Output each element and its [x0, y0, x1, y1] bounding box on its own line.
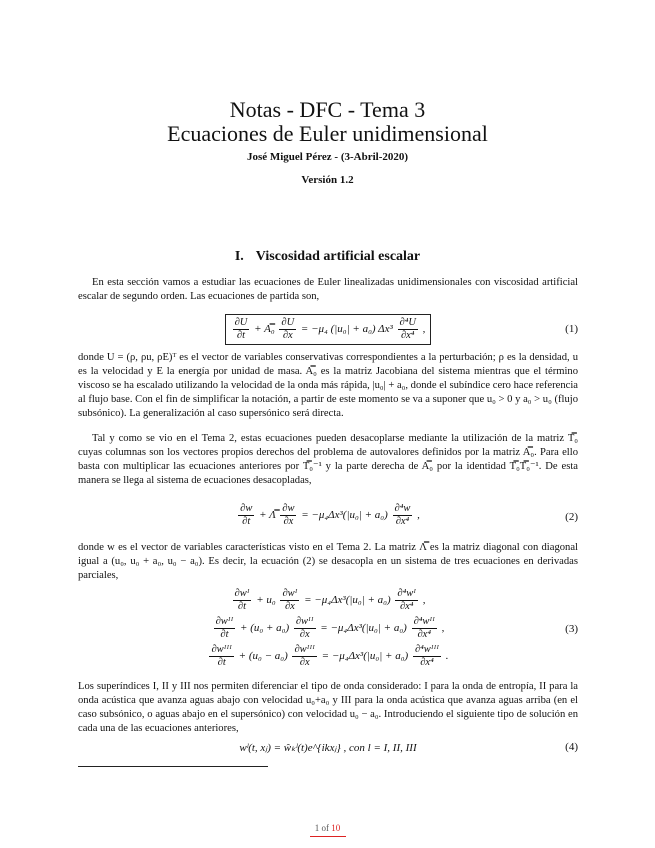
author: José Miguel Pérez - (3-Abril-2020) [246, 151, 409, 163]
equation-1-box: $\frac{\partial U}{\partial t}$ + A̿₀ $\frac{\partial U}{\partial x}$ = −μ₄ (|u₀| + a₀) Δx³ $\frac{\text{∂⁴U}}{\text{∂x⁴}}$ , [225, 314, 432, 345]
equation-2-number: (2) [565, 511, 578, 523]
equation-1 [78, 314, 578, 346]
version: Versión 1.2 [301, 174, 354, 186]
equation-4 [78, 741, 578, 759]
section-number: I. [234, 249, 244, 264]
paper-title-line1: Notas - DFC - Tema 3 [229, 97, 426, 122]
paper-title-line2: Ecuaciones de Euler unidimensional [167, 121, 488, 146]
equation-3-row-1: $\frac{\text{∂wᴵ}}{\partial t}$ + u₀ $\frac{\text{∂wᴵ}}{\partial x}$ = −μ₄Δx³(|u₀| + a₀) $\frac{\text{∂⁴wᴵ}}{\text{∂x⁴}}$ , [234, 588, 426, 612]
equation-1-number: (1) [565, 323, 578, 335]
paragraph-definitions: donde U = (ρ, ρu, ρE)ᵀ es el vector de variables conservativas correspondientes a la perturbación; ρ es la densidad, u es la velocidad y E la energía por unidad de masa. A̿₀ es la matriz Jacobiana del sistema mientras que el término viscoso se ha escalado utilizando la velocidad de la onda más rápida, |u₀| + a₀, donde el subíndice cero hace referencia al flujo base. Con el fin de simplificar la notación, a partir de este momento se va a suponer que u₀ > 0 y a₀ > u₀ (flujo subsónico). La generalización al caso supersónico será directa. [78, 352, 579, 419]
paragraph-characteristic: donde w es el vector de variables características visto en el Tema 2. La matriz Λ̿ es la matriz diagonal con diagonal igual a (u₀, u₀ + a₀, u₀ − a₀). Es decir, la ecuación (2) se desacopla en un sistema de tres ecuaciones en derivadas parciales, [78, 542, 578, 581]
equation-4-body: wˡ(t, xⱼ) = ŵₖˡ(t)e^{ikxⱼ} , con l = I, II, III [239, 742, 417, 754]
equation-2: $\frac{\partial w}{\partial t}$ + Λ̿ $\frac{\partial w}{\partial x}$ = −μ₄Δx³(|u₀| + a₀) $\frac{\text{∂⁴w}}{\text{∂x⁴}}$ , (2) [240, 503, 578, 527]
page-number: 1 of 10 [314, 823, 341, 833]
page-number-underline [310, 836, 346, 837]
paragraph-superscripts: Los superíndices I, II y III nos permiten diferenciar el tipo de onda considerado: I para la onda de entropía, II para la onda acústica que avanza aguas abajo con velocidad u₀+a₀ y III para la onda acústica que avanza aguas arriba (en el caso subsónico, o aguas abajo en el supersónico) con velocidad u₀ − a₀. Introduciendo el siguiente tipo de solución en cada una de las ecuaciones anteriores, [78, 681, 578, 734]
paragraph-intro: En esta sección vamos a estudiar las ecuaciones de Euler linealizadas unidimensionales con viscosidad artificial escalar de segundo orden. Las ecuaciones de partida son, [78, 277, 578, 302]
equation-3-row-3: $\frac{\text{∂wᴵᴵᴵ}}{\partial t}$ + (u₀ − a₀) $\frac{\text{∂wᴵᴵᴵ}}{\partial x}$ = −μ₄Δx³(|u₀| + a₀) $\frac{\text{∂⁴wᴵᴵᴵ}}{\text{∂x⁴}}$ . [211, 644, 449, 668]
footnote-rule [78, 766, 268, 767]
section-title: Viscosidad artificial escalar [255, 249, 421, 264]
page-total-link[interactable]: 10 [331, 823, 341, 833]
equation-3 [78, 588, 578, 674]
section-heading [0, 249, 655, 265]
equation-3-row-2: $\frac{\text{∂wᴵᴵ}}{\partial t}$ + (u₀ + a₀) $\frac{\text{∂wᴵᴵ}}{\partial x}$ = −μ₄Δx³(|u₀| + a₀) $\frac{\text{∂⁴wᴵᴵ}}{\text{∂x⁴}}$ , [215, 616, 445, 640]
paragraph-decoupling: Tal y como se vio en el Tema 2, estas ecuaciones pueden desacoplarse mediante la utilización de la matriz T̿₀ cuyas columnas son los vectores propios derechos del problema de autovalores definidos por la matriz A̿₀. Para ello basta con multiplicar las ecuaciones anteriores por T̿₀⁻¹ y la parte derecha de A̿₀ por la identidad T̿₀T̿₀⁻¹. De esta manera se llega al sistema de ecuaciones desacopladas, [78, 433, 578, 486]
equation-3-number: (3) [565, 623, 578, 635]
equation-4-number: (4) [565, 741, 578, 753]
